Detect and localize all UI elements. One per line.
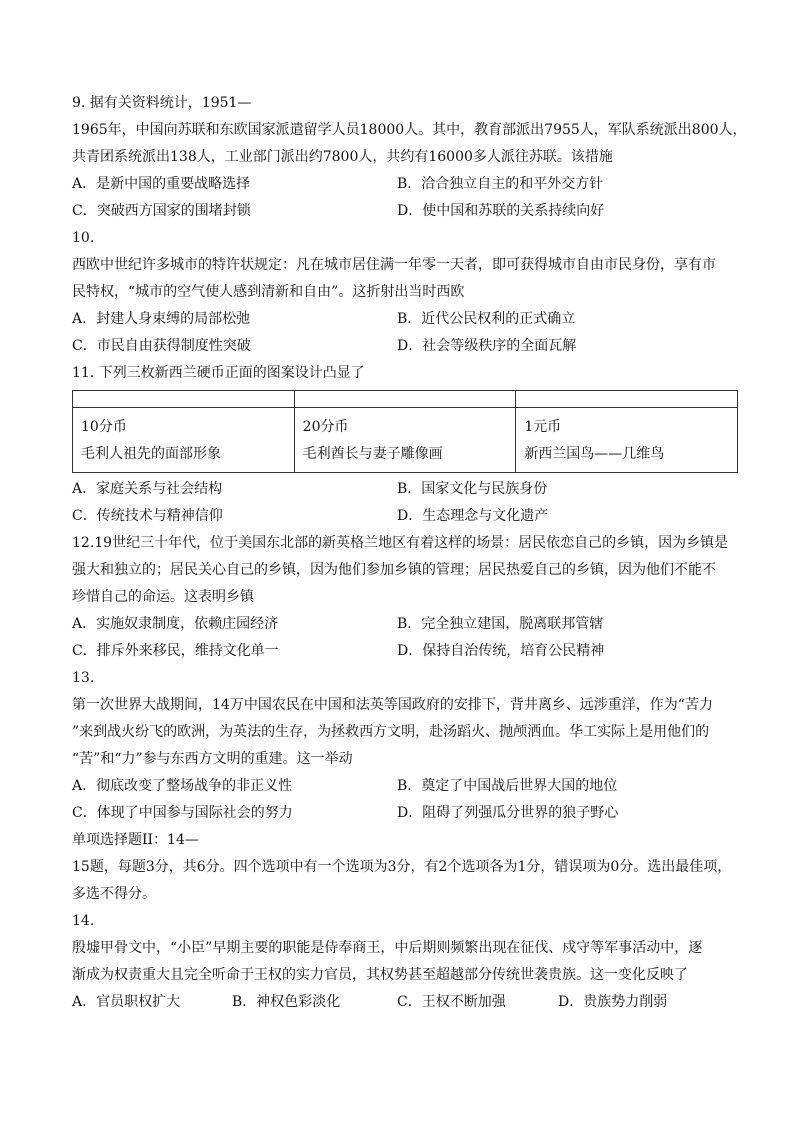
question-number: 13. (72, 670, 95, 686)
option-a[interactable]: A．彻底改变了整场战争的非正义性 (72, 778, 293, 794)
coin-table (72, 390, 738, 473)
option-d[interactable]: D．社会等级秩序的全面瓦解 (397, 338, 577, 354)
option-d[interactable]: D．生态理念与文化遗产 (397, 508, 549, 524)
option-b[interactable]: B．奠定了中国战后世界大国的地位 (397, 778, 618, 794)
question-text: 11. 下列三枚新西兰硬币正面的图案设计凸显了 (72, 365, 365, 381)
question-11 (72, 360, 742, 530)
question-text: 1965年，中国向苏联和东欧国家派遣留学人员18000人。其中，教育部派出7955人，军队系统派出800人， (72, 122, 747, 138)
option-c[interactable]: C．突破西方国家的围堵封锁 (72, 203, 251, 219)
option-d[interactable]: D．保持自治传统，培育公民精神 (397, 643, 605, 659)
question-13 (72, 665, 742, 827)
option-row (72, 638, 742, 665)
question-text: “苦”和“力”参与东西方文明的重建。这一举动 (72, 751, 353, 767)
question-text: 渐成为权责重大且完全听命于王权的实力官员，其权势甚至超越部分传统世袭贵族。这一变化反映了 (72, 967, 688, 983)
option-a[interactable]: A．封建人身束缚的局部松弛 (72, 311, 251, 327)
section-heading: 单项选择题II：14— (72, 832, 199, 848)
option-d[interactable]: D．阻碍了列强瓜分世界的狼子野心 (397, 805, 619, 821)
table-cell (516, 391, 738, 408)
question-text: 西欧中世纪许多城市的特许状规定：凡在城市居住满一年零一天者，即可获得城市自由市民身份，享有市 (72, 257, 716, 273)
option-row (72, 989, 742, 1016)
option-b[interactable]: B．洽合独立自主的和平外交方针 (397, 176, 604, 192)
option-a[interactable]: A．家庭关系与社会结构 (72, 481, 223, 497)
option-row (72, 306, 742, 333)
option-b[interactable]: B．神权色彩淡化 (232, 994, 341, 1010)
option-row (72, 171, 742, 198)
option-a[interactable]: A．官员职权扩大 (72, 994, 181, 1010)
table-cell-coin-1 (73, 408, 295, 473)
question-text: 12.19世纪三十年代，位于美国东北部的新英格兰地区有着这样的场景：居民依恋自己的乡镇，因为乡镇是 (72, 535, 729, 551)
table-cell (73, 391, 295, 408)
option-b[interactable]: B．近代公民权利的正式确立 (397, 311, 576, 327)
option-row (72, 800, 742, 827)
coin-design: 毛利人祖先的面部形象 (81, 446, 221, 462)
option-a[interactable]: A．实施奴隶制度，依赖庄园经济 (72, 616, 279, 632)
table-row (73, 408, 738, 473)
option-b[interactable]: B．完全独立建国，脱离联邦管辖 (397, 616, 604, 632)
coin-design: 毛利酋长与妻子雕像画 (302, 446, 443, 462)
option-c[interactable]: C．传统技术与精神信仰 (72, 508, 223, 524)
option-row (72, 773, 742, 800)
option-c[interactable]: C．排斥外来移民，维持文化单一 (72, 643, 279, 659)
option-row (72, 476, 742, 503)
question-text: 第一次世界大战期间，14万中国农民在中国和法英等国政府的安排下，背井离乡、远涉重洋，作为“苦力 (72, 697, 713, 713)
question-text: 珍惜自己的命运。这表明乡镇 (72, 589, 254, 605)
coin-design: 新西兰国鸟——几维鸟 (524, 446, 665, 462)
question-text: 9. 据有关资料统计，1951— (72, 95, 252, 111)
option-d[interactable]: D．使中国和苏联的关系持续向好 (397, 203, 605, 219)
option-a[interactable]: A．是新中国的重要战略选择 (72, 176, 251, 192)
question-10 (72, 225, 742, 360)
question-text: ”来到战火纷飞的欧洲，为英法的生存，为拯救西方文明，赴汤蹈火、抛颅洒血。华工实际上是用他们的 (72, 724, 710, 740)
coin-denomination: 1元币 (524, 419, 562, 435)
question-number: 10. (72, 230, 95, 246)
table-cell-coin-2 (294, 408, 516, 473)
question-9 (72, 90, 747, 225)
coin-denomination: 10分币 (81, 419, 127, 435)
option-c[interactable]: C．体现了中国参与国际社会的努力 (72, 805, 293, 821)
coin-denomination: 20分币 (302, 419, 349, 435)
table-header-row (73, 391, 738, 408)
option-row (72, 333, 742, 360)
question-text: 共青团系统派出138人，工业部门派出约7800人，共约有16000多人派往苏联。该措施 (72, 149, 613, 165)
option-row (72, 611, 742, 638)
exam-page (72, 90, 747, 1016)
option-c[interactable]: C．王权不断加强 (397, 994, 506, 1010)
option-row (72, 503, 742, 530)
section-text: 15题，每题3分，共6分。四个选项中有一个选项为3分，有2个选项各为1分，错误项为0分。选出最佳项， (72, 859, 732, 875)
question-12 (72, 530, 742, 665)
table-cell-coin-3 (516, 408, 738, 473)
option-c[interactable]: C．市民自由获得制度性突破 (72, 338, 251, 354)
option-b[interactable]: B．国家文化与民族身份 (397, 481, 548, 497)
option-d[interactable]: D．贵族势力削弱 (558, 994, 668, 1010)
section-text: 多选不得分。 (72, 886, 156, 902)
section-instructions (72, 827, 742, 908)
question-text: 殷墟甲骨文中，“小臣”早期主要的职能是侍奉商王，中后期则频繁出现在征伐、戍守等军事活动中，逐 (72, 940, 703, 956)
table-cell (294, 391, 516, 408)
question-text: 强大和独立的；居民关心自己的乡镇，因为他们参加乡镇的管理；居民热爱自己的乡镇，因为他们不能不 (72, 562, 716, 578)
question-text: 民特权，“城市的空气使人感到清新和自由”。这折射出当时西欧 (72, 284, 465, 300)
option-row (72, 198, 742, 225)
question-number: 14. (72, 913, 95, 929)
question-14 (72, 908, 742, 1016)
